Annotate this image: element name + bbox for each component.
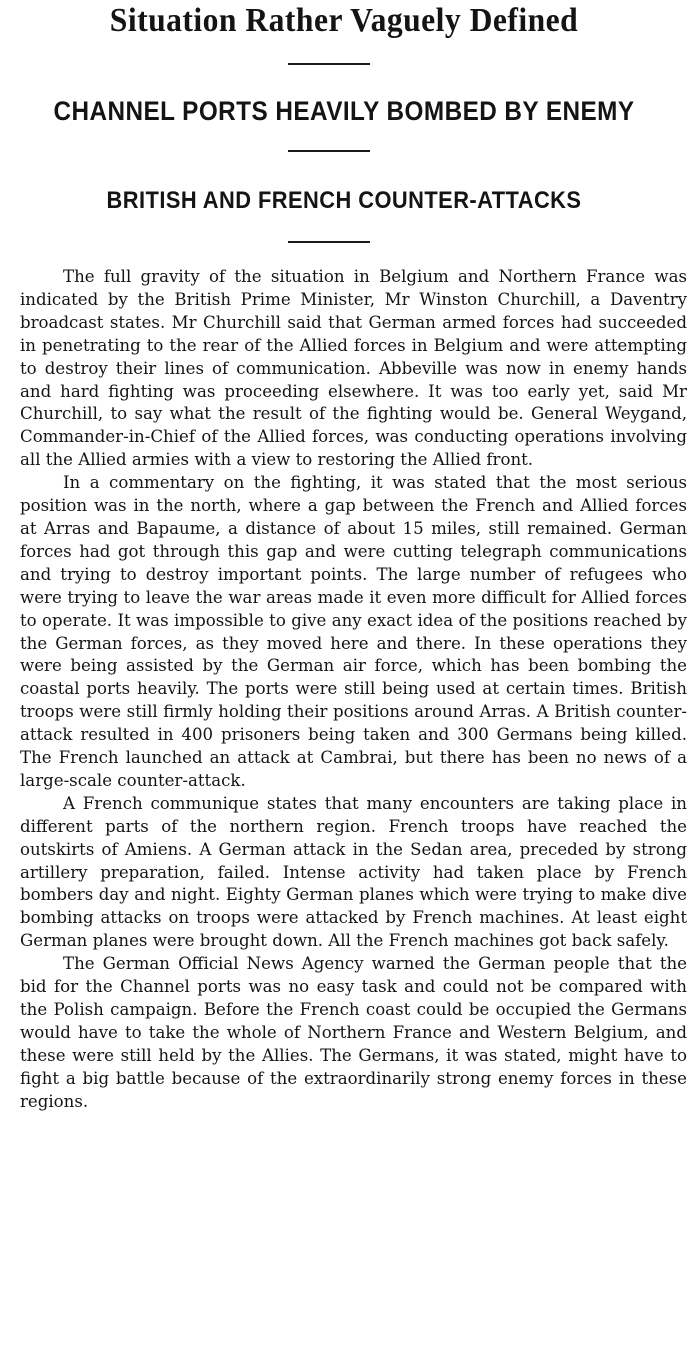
subheadline-counter-attacks: BRITISH AND FRENCH COUNTER-ATTACKS — [106, 187, 582, 214]
paragraph-churchill-statement: The full gravity of the situation in Belgium and Northern France was indicated by the British Prime Minister, Mr Winston Churchill, a Daventry broadcast states. Mr Churchill said that German armed forces had succeeded in penetrating to the rear of the Allied forces in Belgium and were attempting to destroy their lines of communication. Abbeville was now in enemy hands and hard fighting was proceeding elsewhere. It was too early yet, said Mr Churchill, to say what the result of the fighting would be. General Weygand, Commander-in-Chief of the Allied forces, was conducting operations involving all the Allied armies with a view to restoring the Allied front. — [20, 267, 687, 470]
paragraph-french-communique: A French communique states that many encounters are taking place in different parts of the northern region. French troops have reached the outskirts of Amiens. A German attack in the Sedan area, preceded by strong artillery preparation, failed. Intense activity had taken place by French bombers day and night. Eighty German planes which were trying to make dive bombing attacks on troops were attacked by French machines. At least eight German planes were brought down. All the French machines got back safely. — [20, 793, 687, 951]
headline-divider — [288, 241, 370, 243]
article-body — [20, 266, 687, 1114]
subheadline-channel-ports: CHANNEL PORTS HEAVILY BOMBED BY ENEMY — [53, 96, 635, 126]
main-headline: Situation Rather Vaguely Defined — [109, 2, 579, 39]
headline-divider — [288, 150, 370, 152]
headline-divider — [288, 63, 370, 65]
paragraph-german-news-agency: The German Official News Agency warned the German people that the bid for the Channel ports was no easy task and could not be compared with the Polish campaign. Before the French coast could be occupied the Germans would have to take the whole of Northern France and Western Belgium, and these were still held by the Allies. The Germans, it was stated, might have to fight a big battle because of the extraordinarily strong enemy forces in these regions. — [20, 954, 687, 1111]
paragraph-commentary: In a commentary on the fighting, it was stated that the most serious position was in the north, where a gap between the French and Allied forces at Arras and Bapaume, a distance of about 15 miles, still remained. German forces had got through this gap and were cutting telegraph communications and trying to destroy important points. The large number of refugees who were trying to leave the war areas made it even more difficult for Allied forces to operate. It was impossible to give any exact idea of the positions reached by the German forces, as they moved here and there. In these operations they were being assisted by the German air force, which has been bombing the coastal ports heavily. The ports were still being used at certain times. British troops were still firmly holding their positions around Arras. A British counter-attack resulted in 400 prisoners being taken and 300 Germans being killed. The French launched an attack at Cambrai, but there has been no news of a large-scale counter-attack. — [20, 473, 687, 790]
